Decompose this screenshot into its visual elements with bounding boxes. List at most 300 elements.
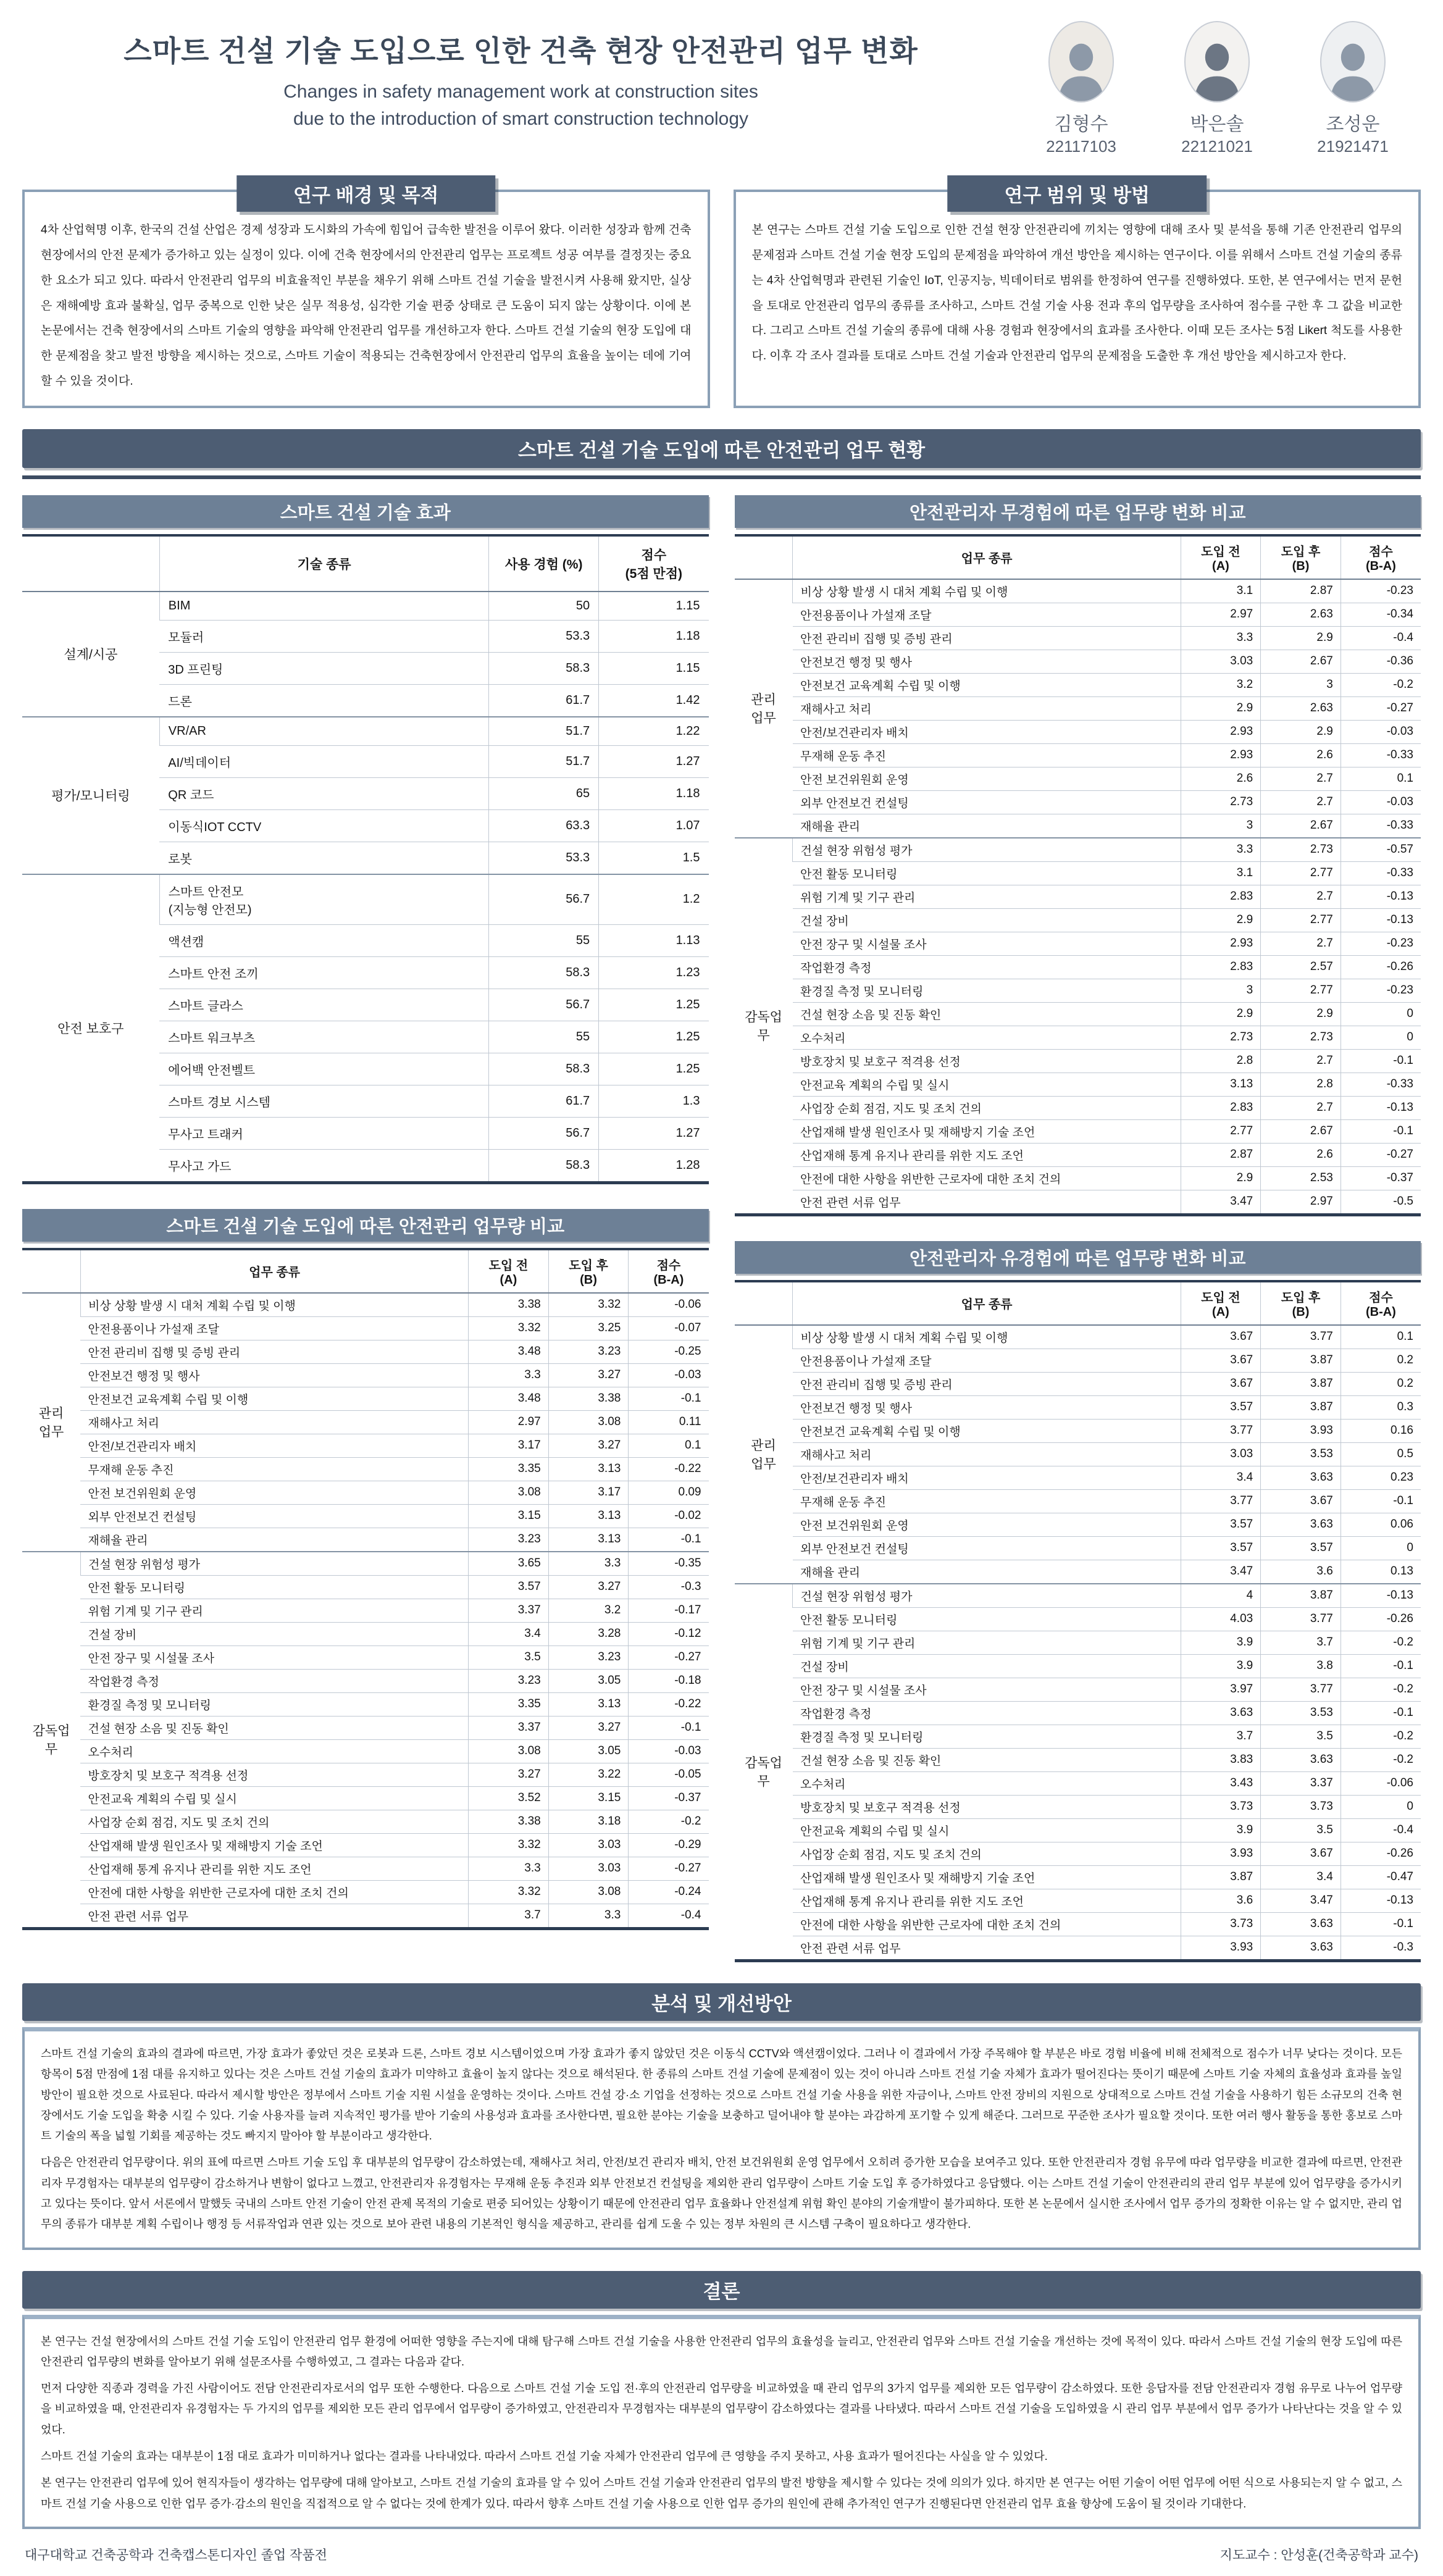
row-value: 53.3 [489, 842, 599, 874]
row-label: 안전용품이나 가설재 조달 [80, 1316, 468, 1340]
poster-title-english-line2: due to the introduction of smart construction technology [293, 108, 749, 129]
column-header: 점수 (5점 만점) [599, 535, 709, 592]
row-label: 안전보건 교육계획 수립 및 이행 [793, 673, 1181, 696]
row-value: -0.25 [629, 1340, 709, 1363]
row-value: -0.1 [1341, 1701, 1421, 1725]
row-value: 2.8 [1181, 1049, 1261, 1073]
row-value: -0.1 [1341, 1049, 1421, 1073]
row-value: 3.6 [1261, 1560, 1341, 1584]
group-label: 감독업무 [22, 1552, 80, 1929]
row-value: 2.9 [1261, 720, 1341, 743]
table-row [22, 874, 709, 925]
row-value: 50 [489, 592, 599, 621]
row-label: 무재해 운동 추진 [80, 1457, 468, 1481]
row-value: -0.23 [1341, 579, 1421, 603]
row-value: 56.7 [489, 989, 599, 1021]
row-value: -0.24 [629, 1880, 709, 1904]
row-value: 3.08 [548, 1880, 629, 1904]
table-row [22, 1528, 709, 1552]
conclusion-banner: 결론 [22, 2271, 1421, 2309]
row-value: -0.36 [1341, 650, 1421, 673]
authors [1019, 17, 1421, 156]
row-value: 51.7 [489, 717, 599, 746]
table-row [735, 861, 1421, 885]
table-row [22, 1504, 709, 1528]
row-value: 3.48 [469, 1340, 549, 1363]
row-label: 건설 현장 위험성 평가 [793, 1584, 1181, 1608]
row-value: 4 [1181, 1584, 1261, 1608]
row-label: 건설 장비 [793, 1654, 1181, 1678]
row-value: -0.1 [1341, 1912, 1421, 1936]
row-value: 0.1 [1341, 767, 1421, 790]
row-value: 2.73 [1261, 838, 1341, 862]
row-value: 3.3 [1181, 838, 1261, 862]
row-value: -0.22 [629, 1457, 709, 1481]
row-value: 3.15 [548, 1786, 629, 1810]
row-value: -0.05 [629, 1763, 709, 1786]
row-value: 1.25 [599, 989, 709, 1021]
poster-title-english [22, 78, 1019, 132]
group-column-header [22, 535, 159, 592]
row-value: 3.03 [1181, 1442, 1261, 1466]
table-row [735, 1119, 1421, 1143]
row-value: 0.3 [1341, 1395, 1421, 1419]
row-value: 3.3 [548, 1552, 629, 1576]
row-value: 3.5 [1261, 1725, 1341, 1748]
row-label: 산업재해 발생 원인조사 및 재해방지 기술 조언 [80, 1833, 468, 1857]
row-value: 3.1 [1181, 861, 1261, 885]
section-background-body: 4차 산업혁명 이후, 한국의 건설 산업은 경제 성장과 도시화의 가속에 힘입어 급속한 발전을 이루어 왔다. 이러한 성장과 함께 건축 현장에서의 안전 문제가 증가하고 있는 실정이 있다. 이에 건축 현장에서의 안전관리 업무는 프로젝트 성공 여부를 결정짓는 중요한 요소가 되고 있다. 따라서 안전관리 업무의 비효율적인 부분을 채우기 위해 스마트 건설 기술을 발전시켜 사용해 왔지만, 실상은 재해예방 효과 불확실, 업무 중복으로 인한 낮은 실무 적용성, 심각한 기술 편중 상태로 큰 도움이 되지 않는 상황이다. 이에 본 논문에서는 건축 현장에서의 스마트 기술의 영향을 파악해 안전관리 업무를 개선하고자 한다. 스마트 건설 기술의 현장 도입에 대한 문제점을 찾고 발전 방향을 제시하는 것으로, 스마트 기술이 적용되는 건축현장에서 안전관리 업무의 효율을 높이는 데에 기여할 수 있을 것이다. [41, 224, 692, 388]
table-row [735, 1701, 1421, 1725]
author-photo [1320, 21, 1386, 102]
table-row [22, 592, 709, 621]
column-header: 도입 전 (A) [469, 1249, 549, 1293]
row-value: 3.57 [1261, 1536, 1341, 1560]
row-value: 3.37 [469, 1716, 549, 1739]
row-value: 53.3 [489, 620, 599, 652]
row-value: -0.2 [1341, 1748, 1421, 1771]
row-value: -0.37 [1341, 1166, 1421, 1190]
row-label: QR 코드 [159, 777, 489, 809]
row-label: 안전 관련 서류 업무 [80, 1904, 468, 1928]
row-value: -0.2 [1341, 1725, 1421, 1748]
workload-experienced-table [735, 1280, 1421, 1962]
row-value: 3.7 [1181, 1725, 1261, 1748]
row-value: 58.3 [489, 956, 599, 989]
row-value: 0 [1341, 1795, 1421, 1818]
row-label: 스마트 안전모 (지능형 안전모) [159, 874, 489, 925]
row-value: 3.03 [548, 1857, 629, 1880]
intro-sections [22, 185, 1421, 408]
row-value: 0.5 [1341, 1442, 1421, 1466]
row-value: 3.9 [1181, 1818, 1261, 1842]
table-row [735, 743, 1421, 767]
row-value: 3.3 [548, 1904, 629, 1928]
row-label: 건설 장비 [80, 1622, 468, 1646]
row-value: 3.63 [1261, 1748, 1341, 1771]
row-value: -0.33 [1341, 814, 1421, 838]
row-label: 스마트 안전 조끼 [159, 956, 489, 989]
row-value: 56.7 [489, 1117, 599, 1149]
row-label: 재해율 관리 [793, 814, 1181, 838]
row-value: 1.07 [599, 809, 709, 842]
row-value: -0.23 [1341, 979, 1421, 1002]
table-row [22, 1552, 709, 1576]
row-value: 3.9 [1181, 1654, 1261, 1678]
row-value: 3.4 [1181, 1466, 1261, 1489]
row-value: -0.03 [1341, 790, 1421, 814]
table-row [735, 1678, 1421, 1701]
row-label: 안전교육 계획의 수립 및 실시 [793, 1073, 1181, 1096]
row-value: 3.23 [548, 1646, 629, 1669]
row-value: 0.13 [1341, 1560, 1421, 1584]
row-value: 3.67 [1181, 1349, 1261, 1372]
row-value: -0.33 [1341, 1073, 1421, 1096]
group-column-header [735, 1281, 793, 1325]
author-name: 김형수 [1054, 114, 1108, 135]
workload-overall-table [22, 1248, 709, 1930]
row-label: 오수처리 [793, 1771, 1181, 1795]
row-value: 3.7 [469, 1904, 549, 1928]
row-value: 2.97 [469, 1410, 549, 1434]
row-label: 액션캠 [159, 924, 489, 956]
table-row [22, 1481, 709, 1504]
row-label: 건설 현장 위험성 평가 [80, 1552, 468, 1576]
row-value: 2.97 [1261, 1190, 1341, 1215]
table-row [735, 1442, 1421, 1466]
row-value: -0.03 [629, 1363, 709, 1387]
row-value: -0.1 [1341, 1119, 1421, 1143]
row-value: 3.93 [1181, 1842, 1261, 1865]
row-value: -0.13 [1341, 908, 1421, 932]
row-value: 3.53 [1261, 1442, 1341, 1466]
row-label: 오수처리 [793, 1026, 1181, 1049]
row-value: 3.17 [469, 1434, 549, 1457]
row-label: 산업재해 통계 유지나 관리를 위한 지도 조언 [793, 1143, 1181, 1166]
row-value: 3.03 [1181, 650, 1261, 673]
row-value: -0.1 [629, 1716, 709, 1739]
conclusion-paragraph: 본 연구는 안전관리 업무에 있어 현직자들이 생각하는 업무량에 대해 알아보고, 스마트 건설 기술의 효과를 알 수 있어 스마트 건설 기술과 안전관리 업무의 발전 방향을 제시할 수 있다는 것에 의의가 있다. 하지만 본 연구는 어떤 기술이 어떤 업무에 어떤 식으로 사용되는지 알 수 없고, 스마트 건설 기술 사용으로 인한 업무 증가·감소의 원인을 직접적으로 알 수 없다는 것에 한계가 있다. 따라서 향후 스마트 건설 기술 사용으로 인한 업무 증가의 원인에 관해 추가적인 연구가 진행된다면 안전관리 업무 효율 향상에 도움이 될 것이라 기대한다. [41, 2477, 1402, 2510]
workload-novice [735, 534, 1421, 1216]
table-row [735, 1489, 1421, 1513]
row-value: 2.83 [1181, 885, 1261, 908]
row-value: 3.87 [1261, 1584, 1341, 1608]
tables-area [22, 495, 1421, 1962]
row-value: 3.13 [548, 1528, 629, 1552]
row-value: 2.87 [1261, 579, 1341, 603]
row-value: 3.87 [1261, 1372, 1341, 1395]
row-value: 3.57 [469, 1575, 549, 1599]
row-value: -0.26 [1341, 955, 1421, 979]
row-value: 3.67 [1261, 1489, 1341, 1513]
row-value: 2.9 [1181, 1002, 1261, 1026]
group-column-header [22, 1249, 80, 1293]
row-value: 3.67 [1181, 1372, 1261, 1395]
row-value: 2.7 [1261, 1049, 1341, 1073]
row-value: -0.34 [1341, 603, 1421, 626]
table-row [735, 838, 1421, 862]
row-value: 3.47 [1181, 1190, 1261, 1215]
banner-rule [22, 475, 1421, 479]
row-value: 2.93 [1181, 743, 1261, 767]
row-label: 오수처리 [80, 1739, 468, 1763]
row-value: 3.63 [1261, 1513, 1341, 1536]
table-row [22, 1363, 709, 1387]
row-value: 3 [1181, 979, 1261, 1002]
row-value: 3.38 [469, 1810, 549, 1833]
row-label: 3D 프린팅 [159, 652, 489, 684]
table-row [22, 1857, 709, 1880]
row-value: 0.16 [1341, 1419, 1421, 1442]
row-value: 3.1 [1181, 579, 1261, 603]
column-header: 점수 (B-A) [1341, 1281, 1421, 1325]
status-banner: 스마트 건설 기술 도입에 따른 안전관리 업무 현황 [22, 429, 1421, 468]
table-row [22, 1622, 709, 1646]
row-value: 3.37 [1261, 1771, 1341, 1795]
tech-effect-table [22, 534, 709, 1184]
column-header: 도입 전 (A) [1181, 535, 1261, 579]
row-label: 방호장치 및 보호구 적격용 선정 [793, 1049, 1181, 1073]
row-value: 0.09 [629, 1481, 709, 1504]
row-label: 건설 현장 소음 및 진동 확인 [80, 1716, 468, 1739]
row-value: 2.93 [1181, 932, 1261, 955]
row-value: -0.35 [629, 1552, 709, 1576]
column-header: 점수 (B-A) [1341, 535, 1421, 579]
row-value: -0.3 [629, 1575, 709, 1599]
row-label: 스마트 워크부츠 [159, 1021, 489, 1053]
row-value: -0.06 [629, 1293, 709, 1317]
row-value: 3.17 [548, 1481, 629, 1504]
row-value: 0.06 [1341, 1513, 1421, 1536]
table-row [735, 767, 1421, 790]
row-value: 2.67 [1261, 1119, 1341, 1143]
row-value: 3 [1181, 814, 1261, 838]
row-value: 58.3 [489, 1149, 599, 1182]
row-value: 3.63 [1261, 1936, 1341, 1960]
row-label: 안전 활동 모니터링 [793, 1607, 1181, 1631]
section-scope [734, 185, 1421, 408]
table-row [735, 1419, 1421, 1442]
row-label: 위험 기계 및 기구 관리 [793, 1631, 1181, 1654]
table-row [735, 790, 1421, 814]
author-card [1291, 21, 1415, 156]
row-value: 1.27 [599, 1117, 709, 1149]
row-value: 1.2 [599, 874, 709, 925]
conclusion-box [22, 2315, 1421, 2529]
row-label: 안전 보건위원회 운영 [793, 767, 1181, 790]
workload-novice-section [735, 495, 1421, 1216]
row-label: 산업재해 통계 유지나 관리를 위한 지도 조언 [793, 1889, 1181, 1912]
row-value: 0 [1341, 1002, 1421, 1026]
row-value: 3.4 [1261, 1865, 1341, 1889]
row-label: 건설 장비 [793, 908, 1181, 932]
header-row [22, 1249, 709, 1293]
row-value: -0.4 [1341, 1818, 1421, 1842]
row-value: 63.3 [489, 809, 599, 842]
row-value: 0 [1341, 1026, 1421, 1049]
poster-title-korean: 스마트 건설 기술 도입으로 인한 건축 현장 안전관리 업무 변화 [123, 35, 918, 67]
column-header: 업무 종류 [793, 1281, 1181, 1325]
row-value: 3 [1261, 673, 1341, 696]
row-value: 3.87 [1261, 1349, 1341, 1372]
row-value: 3.67 [1261, 1842, 1341, 1865]
row-value: 3.57 [1181, 1536, 1261, 1560]
row-value: -0.27 [1341, 1143, 1421, 1166]
row-value: 3.18 [548, 1810, 629, 1833]
row-value: 3.48 [469, 1387, 549, 1410]
tech-effect [22, 534, 709, 1184]
row-value: -0.47 [1341, 1865, 1421, 1889]
row-value: -0.2 [1341, 673, 1421, 696]
row-value: 3.32 [548, 1293, 629, 1317]
row-label: 사업장 순회 점검, 지도 및 조치 건의 [793, 1842, 1181, 1865]
row-value: -0.17 [629, 1599, 709, 1622]
row-value: 3.05 [548, 1739, 629, 1763]
row-value: 2.57 [1261, 955, 1341, 979]
row-value: 3.27 [469, 1763, 549, 1786]
table-row [735, 908, 1421, 932]
group-label: 평가/모니터링 [22, 717, 159, 874]
row-value: 3.3 [469, 1363, 549, 1387]
table-row [735, 1096, 1421, 1119]
row-label: 안전에 대한 사항을 위반한 근로자에 대한 조치 건의 [80, 1880, 468, 1904]
row-label: 안전 관리비 집행 및 증빙 관리 [793, 626, 1181, 650]
row-value: 3.15 [469, 1504, 549, 1528]
row-value: 2.9 [1261, 626, 1341, 650]
row-label: 환경질 측정 및 모니터링 [793, 979, 1181, 1002]
row-value: 3.3 [469, 1857, 549, 1880]
row-value: 3.57 [1181, 1513, 1261, 1536]
author-card [1019, 21, 1143, 156]
person-silhouette-icon [1323, 35, 1382, 101]
column-header: 점수 (B-A) [629, 1249, 709, 1293]
row-value: 3.97 [1181, 1678, 1261, 1701]
table-row [22, 1387, 709, 1410]
row-value: 4.03 [1181, 1607, 1261, 1631]
author-id: 22117103 [1046, 137, 1116, 156]
row-value: 3.5 [1261, 1818, 1341, 1842]
table-row [735, 1466, 1421, 1489]
row-value: 3.38 [548, 1387, 629, 1410]
row-label: 안전/보건관리자 배치 [80, 1434, 468, 1457]
table-row [735, 673, 1421, 696]
row-label: 산업재해 발생 원인조사 및 재해방지 기술 조언 [793, 1119, 1181, 1143]
group-label: 안전 보호구 [22, 874, 159, 1183]
row-value: 3.25 [548, 1316, 629, 1340]
row-label: 안전/보건관리자 배치 [793, 720, 1181, 743]
author-name: 박은솔 [1190, 114, 1244, 135]
analysis-paragraph: 다음은 안전관리 업무량이다. 위의 표에 따르면 스마트 기술 도입 후 대부분의 업무량이 감소하였는데, 재해사고 처리, 안전/보건 관리자 배치, 안전 보건위원회 운영 업무에서 오히려 증가한 모습을 보여주고 있다. 또한 안전관리자 경험 유무에 따라 업무량을 비교한 결과에 따르면, 안전관리자 무경험자는 대부분의 업무량이 감소하거나 변함이 없다고 느꼈고, 안전관리자 유경험자는 무재해 운동 추진과 외부 안전보건 컨설팅을 제외한 관리 업무량이 스마트 기술 도입 후 증가하였다고 응답했다. 이는 스마트 건설 기술이 안전관리의 관리 업무 부분에 있어 업무량을 증가시키고 있다는 뜻이다. 앞서 서론에서 말했듯 국내의 스마트 안전 기술이 안전 관제 목적의 기술로 편중 되어있는 상황이기 때문에 안전관리 업무 효율화나 안전설계 위험 확인 분야의 기술개발이 불가피하다. 또한 본 논문에서 실시한 조사에서 업무 증가의 정확한 이유는 알 수 없지만, 관리 업무의 종류가 대부분 계획 수립이나 행정 등 서류작업과 연관 있는 것으로 보아 관련 내용의 기본적인 형식을 제공하고, 관리를 쉽게 도울 수 있는 정부 차원의 큰 시스템 구축이 필요하다고 생각한다. [41, 2156, 1402, 2231]
row-value: 3.23 [548, 1340, 629, 1363]
row-value: 3.6 [1181, 1889, 1261, 1912]
table-row [22, 1457, 709, 1481]
table-row [735, 814, 1421, 838]
row-label: 안전 활동 모니터링 [80, 1575, 468, 1599]
row-value: 0.2 [1341, 1349, 1421, 1372]
tech-effect-section [22, 495, 709, 1184]
row-value: -0.33 [1341, 861, 1421, 885]
group-label: 관리 업무 [22, 1293, 80, 1552]
row-label: 비상 상황 발생 시 대처 계획 수립 및 이행 [80, 1293, 468, 1317]
row-value: 3.73 [1181, 1795, 1261, 1818]
column-header: 업무 종류 [793, 535, 1181, 579]
row-value: 3.77 [1261, 1325, 1341, 1349]
row-value: 3.83 [1181, 1748, 1261, 1771]
table-row [22, 1575, 709, 1599]
table-row [735, 932, 1421, 955]
row-label: 안전보건 행정 및 행사 [793, 1395, 1181, 1419]
row-label: 안전 관련 서류 업무 [793, 1190, 1181, 1215]
row-value: 2.83 [1181, 955, 1261, 979]
row-value: -0.2 [1341, 1631, 1421, 1654]
table-row [735, 1190, 1421, 1215]
table-row [22, 1786, 709, 1810]
row-value: 1.28 [599, 1149, 709, 1182]
workload-novice-table-title: 안전관리자 무경험에 따른 업무량 변화 비교 [735, 495, 1421, 528]
row-label: 안전용품이나 가설재 조달 [793, 1349, 1181, 1372]
row-label: 안전 활동 모니터링 [793, 861, 1181, 885]
tech-effect-table-title: 스마트 건설 기술 효과 [22, 495, 709, 528]
row-label: 건설 현장 소음 및 진동 확인 [793, 1748, 1181, 1771]
table-row [735, 1395, 1421, 1419]
row-value: 3.77 [1261, 1678, 1341, 1701]
row-value: 3.7 [1261, 1631, 1341, 1654]
table-row [735, 720, 1421, 743]
table-row [735, 1166, 1421, 1190]
row-label: 재해사고 처리 [80, 1410, 468, 1434]
row-value: 3.63 [1261, 1466, 1341, 1489]
row-value: -0.29 [629, 1833, 709, 1857]
row-value: 3.05 [548, 1669, 629, 1692]
row-value: 2.63 [1261, 603, 1341, 626]
row-value: 3.22 [548, 1763, 629, 1786]
row-value: -0.27 [629, 1857, 709, 1880]
row-value: 1.15 [599, 592, 709, 621]
row-value: 2.7 [1261, 885, 1341, 908]
header-row [735, 1281, 1421, 1325]
table-row [735, 1002, 1421, 1026]
table-row [22, 1880, 709, 1904]
row-value: 2.97 [1181, 603, 1261, 626]
row-value: 3.8 [1261, 1654, 1341, 1678]
row-value: 3.38 [469, 1293, 549, 1317]
row-value: 1.18 [599, 620, 709, 652]
row-value: 3.35 [469, 1457, 549, 1481]
row-value: 61.7 [489, 1085, 599, 1117]
row-value: 0 [1341, 1536, 1421, 1560]
table-row [735, 1026, 1421, 1049]
table-row [22, 1810, 709, 1833]
table-row [735, 955, 1421, 979]
row-value: 3.32 [469, 1880, 549, 1904]
row-value: 1.25 [599, 1053, 709, 1085]
row-value: 2.63 [1261, 696, 1341, 720]
row-value: -0.4 [1341, 626, 1421, 650]
column-header: 도입 후 (B) [1261, 535, 1341, 579]
row-value: 1.3 [599, 1085, 709, 1117]
row-value: 2.53 [1261, 1166, 1341, 1190]
row-label: 이동식IOT CCTV [159, 809, 489, 842]
row-label: 안전 관리비 집행 및 증빙 관리 [80, 1340, 468, 1363]
column-header: 도입 후 (B) [1261, 1281, 1341, 1325]
row-label: 작업환경 측정 [793, 1701, 1181, 1725]
title-block [22, 17, 1019, 132]
row-value: 3.27 [548, 1575, 629, 1599]
row-value: 1.15 [599, 652, 709, 684]
header-row [735, 535, 1421, 579]
row-label: 안전 장구 및 시설물 조사 [793, 1678, 1181, 1701]
row-value: -0.13 [1341, 1584, 1421, 1608]
